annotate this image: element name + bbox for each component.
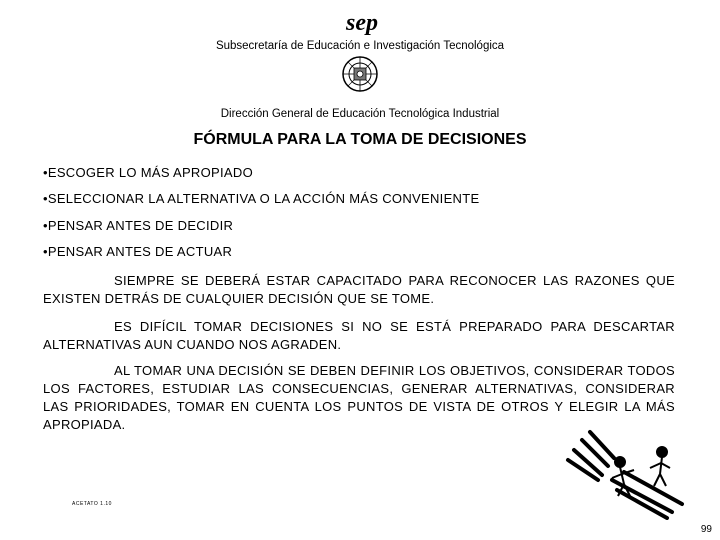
- paragraph-text: ES DIFÍCIL TOMAR DECISIONES SI NO SE ESTÁ PREPARADO PARA DESCARTAR ALTERNATIVAS AUN CUANDO NOS AGRADEN.: [43, 319, 675, 352]
- svg-text:sep: sep: [346, 10, 378, 36]
- direccion-heading: Dirección General de Educación Tecnológica Industrial: [220, 108, 500, 120]
- paragraph-text: SIEMPRE SE DEBERÁ ESTAR CAPACITADO PARA RECONOCER LAS RAZONES QUE EXISTEN DETRÁS DE CUALQUIER DECISIÓN QUE SE TOME.: [43, 273, 675, 306]
- paragraph: [43, 318, 675, 354]
- people-crossroads-illustration: [562, 420, 686, 520]
- sep-logo: [340, 8, 384, 36]
- paragraph-text: AL TOMAR UNA DECISIÓN SE DEBEN DEFINIR LOS OBJETIVOS, CONSIDERAR TODOS LOS FACTORES, ESTUDIAR LAS CONSECUENCIAS, GENERAR ALTERNATIVAS, CONSIDERAR LAS PRIORIDADES, TOMAR EN CUENTA LOS PUNTOS DE VISTA DE OTROS Y ELEGIR LA MÁS APROPIADA.: [43, 363, 675, 432]
- paragraph: [43, 272, 675, 308]
- footnote-label: ACETATO 1.10: [72, 501, 112, 507]
- subsecretaria-heading: Subsecretaría de Educación e Investigación Tecnológica: [215, 40, 505, 52]
- dgeti-crest-icon: [340, 54, 380, 94]
- page-title: FÓRMULA PARA LA TOMA DE DECISIONES: [193, 131, 527, 148]
- bullet-item: •PENSAR ANTES DE DECIDIR: [43, 218, 234, 233]
- page-number: 99: [700, 524, 712, 535]
- bullet-item: •ESCOGER LO MÁS APROPIADO: [43, 165, 253, 180]
- bullet-item: •SELECCIONAR LA ALTERNATIVA O LA ACCIÓN MÁS CONVENIENTE: [43, 191, 480, 206]
- bullet-item: •PENSAR ANTES DE ACTUAR: [43, 244, 233, 259]
